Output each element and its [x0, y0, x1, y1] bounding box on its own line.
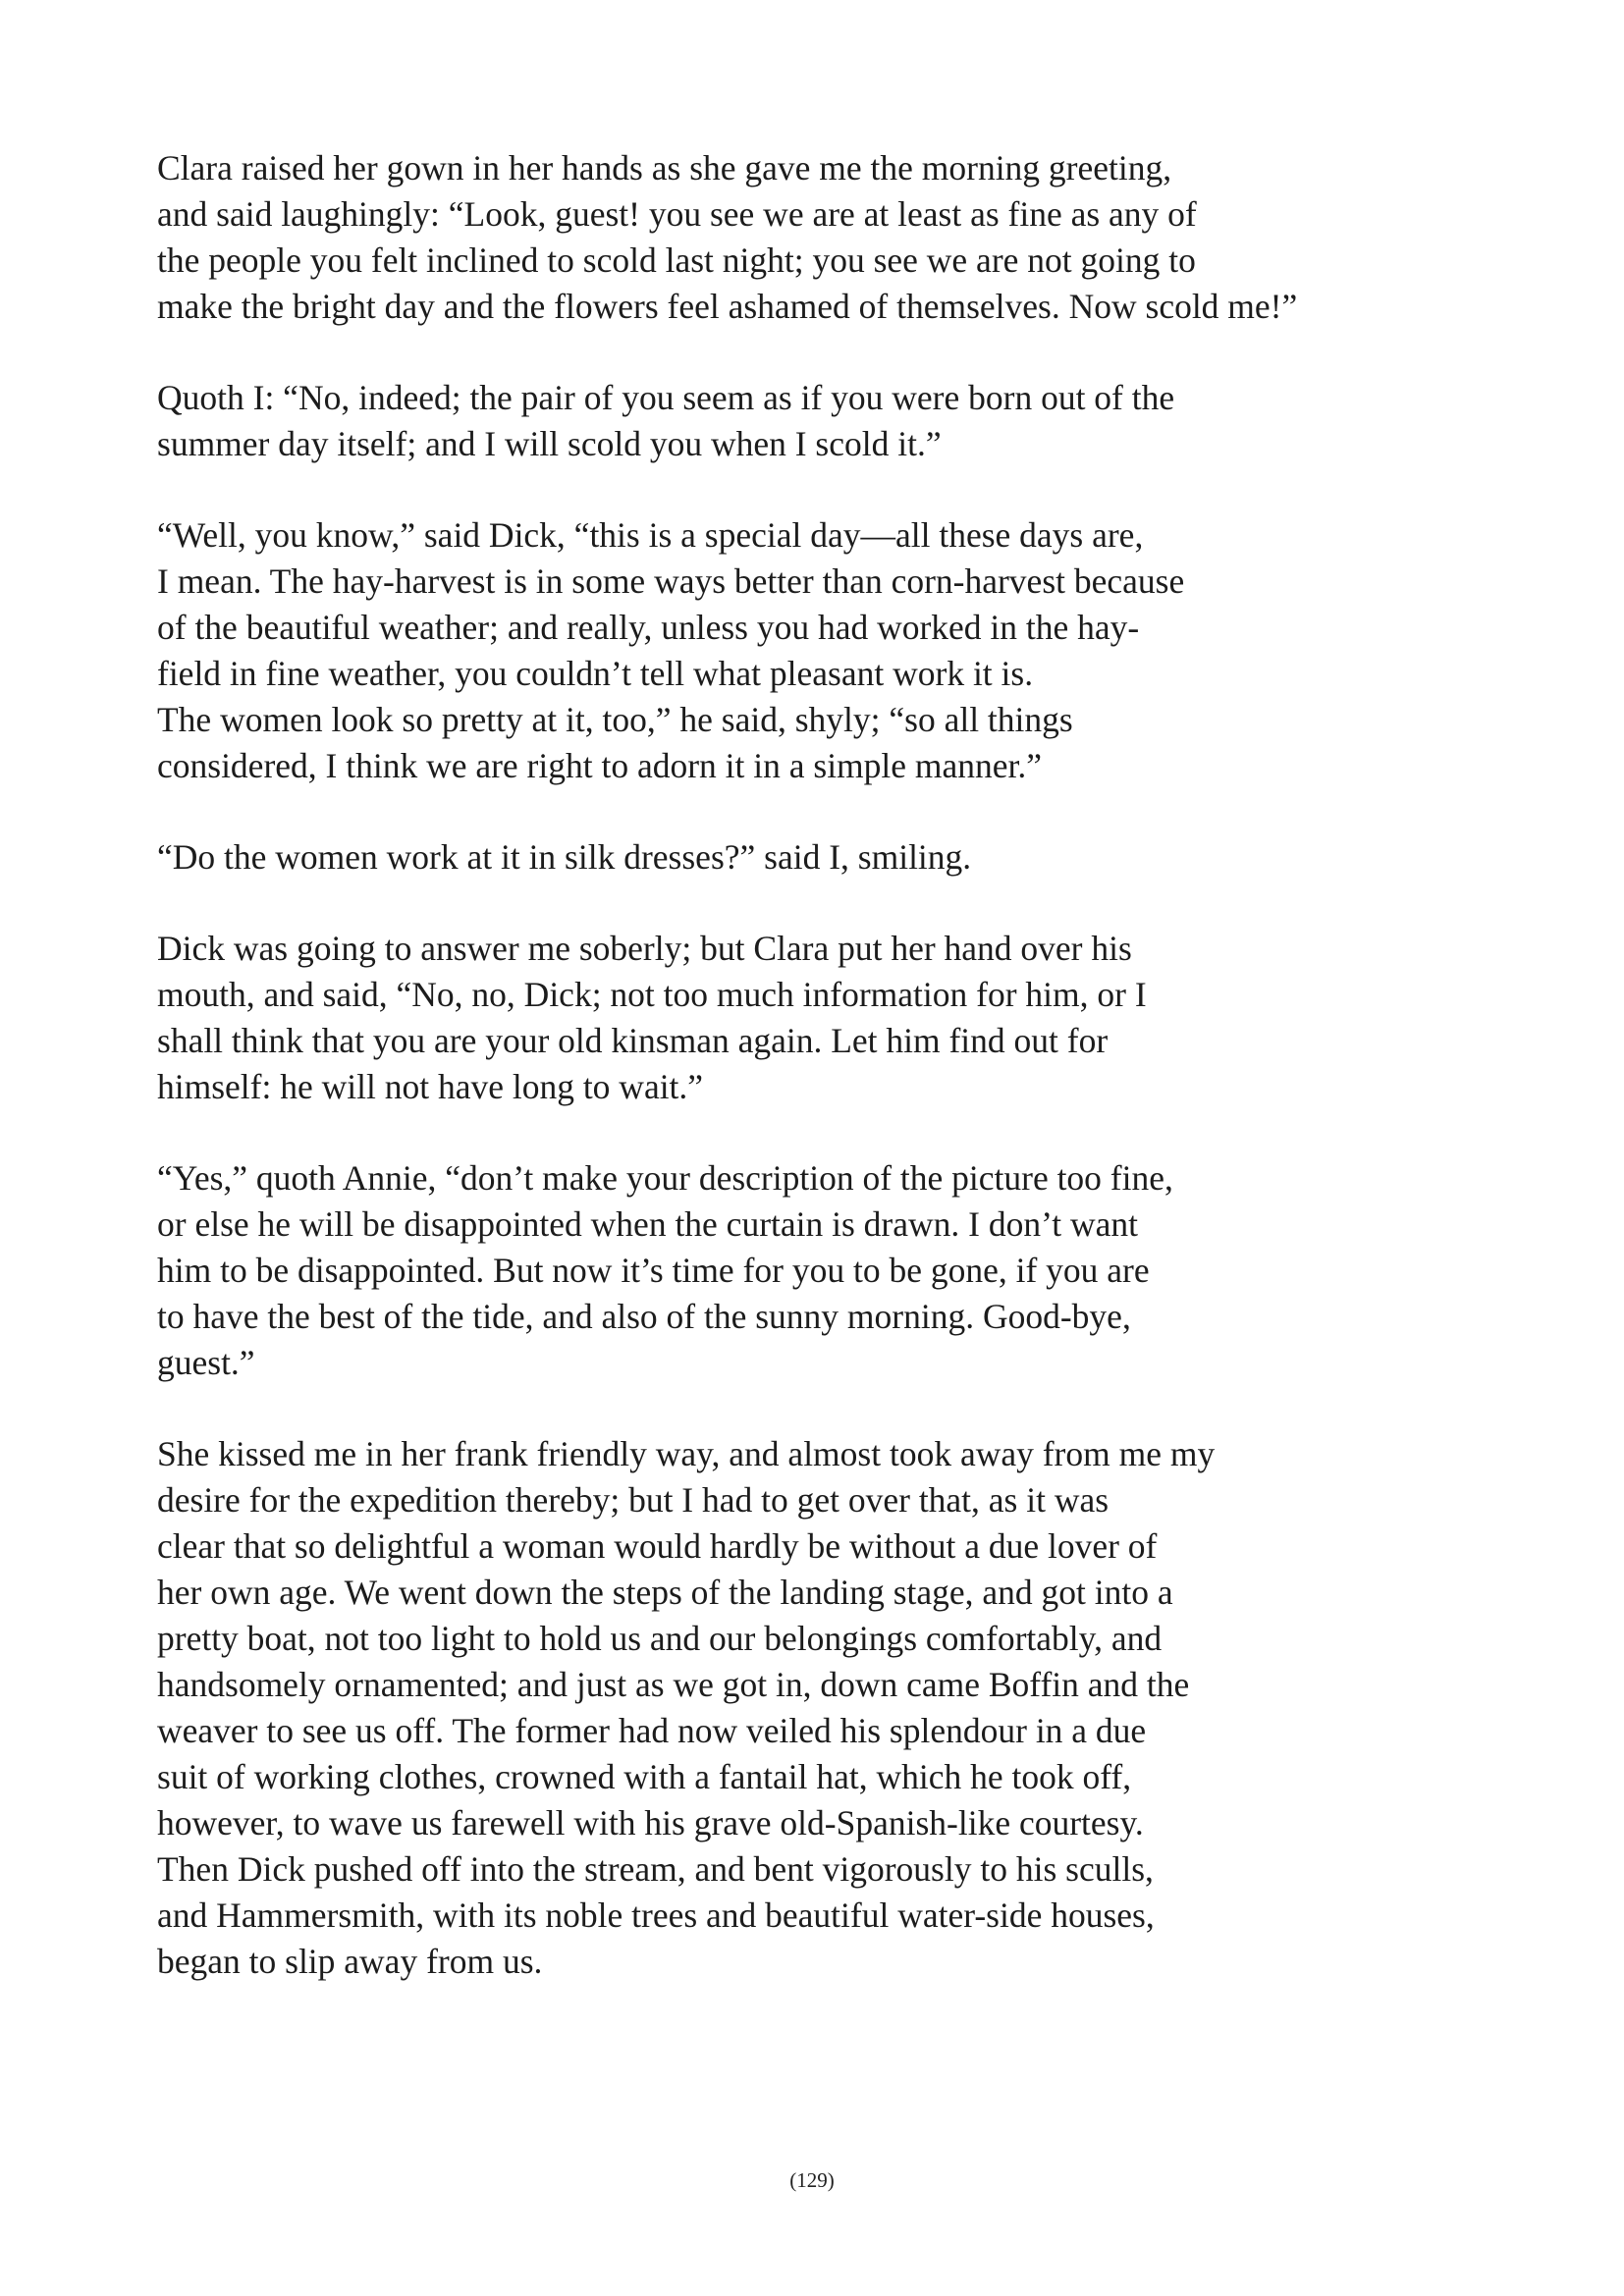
text-line: clear that so delightful a woman would hardly be without a due lover of	[157, 1526, 1158, 1566]
paragraph-3	[157, 512, 1434, 789]
text-line: Clara raised her gown in her hands as she gave me the morning greeting,	[157, 148, 1172, 187]
text-line: to have the best of the tide, and also of the sunny morning. Good-bye,	[157, 1297, 1131, 1336]
paragraph-1	[157, 145, 1434, 330]
text-line: guest.”	[157, 1343, 255, 1382]
text-line: or else he will be disappointed when the curtain is drawn. I don’t want	[157, 1204, 1139, 1244]
text-line: suit of working clothes, crowned with a fantail hat, which he took off,	[157, 1757, 1132, 1796]
page-number: (129)	[789, 2168, 835, 2192]
text-line: make the bright day and the flowers feel ashamed of themselves. Now scold me!”	[157, 287, 1298, 326]
text-line: field in fine weather, you couldn’t tell what pleasant work it is.	[157, 654, 1034, 693]
text-line: handsomely ornamented; and just as we got in, down came Boffin and the	[157, 1665, 1190, 1704]
text-line: pretty boat, not too light to hold us and our belongings comfortably, and	[157, 1619, 1163, 1658]
text-line: and said laughingly: “Look, guest! you see we are at least as fine as any of	[157, 194, 1197, 234]
text-line: her own age. We went down the steps of the landing stage, and got into a	[157, 1573, 1173, 1612]
text-line: the people you felt inclined to scold last night; you see we are not going to	[157, 240, 1196, 280]
text-line: “Do the women work at it in silk dresses?” said I, smiling.	[157, 837, 972, 877]
text-line: Quoth I: “No, indeed; the pair of you seem as if you were born out of the	[157, 378, 1175, 417]
paragraph-5	[157, 926, 1434, 1110]
paragraph-2	[157, 375, 1434, 467]
text-line: and Hammersmith, with its noble trees and beautiful water-side houses,	[157, 1896, 1155, 1935]
text-line: began to slip away from us.	[157, 1942, 543, 1981]
text-line: mouth, and said, “No, no, Dick; not too much information for him, or I	[157, 975, 1147, 1014]
text-line: desire for the expedition thereby; but I had to get over that, as it was	[157, 1480, 1110, 1520]
text-line: “Yes,” quoth Annie, “don’t make your description of the picture too fine,	[157, 1158, 1173, 1198]
text-line: of the beautiful weather; and really, unless you had worked in the hay-	[157, 608, 1140, 647]
paragraph-6	[157, 1155, 1434, 1386]
text-line: Then Dick pushed off into the stream, and bent vigorously to his sculls,	[157, 1849, 1154, 1889]
text-line: The women look so pretty at it, too,” he said, shyly; “so all things	[157, 700, 1073, 739]
text-line: summer day itself; and I will scold you when I scold it.”	[157, 424, 942, 463]
paragraph-7	[157, 1431, 1434, 1985]
text-line: him to be disappointed. But now it’s time for you to be gone, if you are	[157, 1251, 1150, 1290]
text-line: Dick was going to answer me soberly; but Clara put her hand over his	[157, 929, 1132, 968]
page-body	[157, 145, 1434, 2030]
text-line: shall think that you are your old kinsman again. Let him find out for	[157, 1021, 1109, 1060]
text-line: however, to wave us farewell with his grave old-Spanish-like courtesy.	[157, 1803, 1144, 1842]
text-line: I mean. The hay-harvest is in some ways better than corn-harvest because	[157, 561, 1185, 601]
text-line: “Well, you know,” said Dick, “this is a special day—all these days are,	[157, 515, 1144, 555]
text-line: She kissed me in her frank friendly way, and almost took away from me my	[157, 1434, 1216, 1473]
text-line: himself: he will not have long to wait.”	[157, 1067, 704, 1106]
text-line: weaver to see us off. The former had now veiled his splendour in a due	[157, 1711, 1147, 1750]
paragraph-4	[157, 834, 1434, 881]
text-line: considered, I think we are right to adorn it in a simple manner.”	[157, 746, 1043, 785]
